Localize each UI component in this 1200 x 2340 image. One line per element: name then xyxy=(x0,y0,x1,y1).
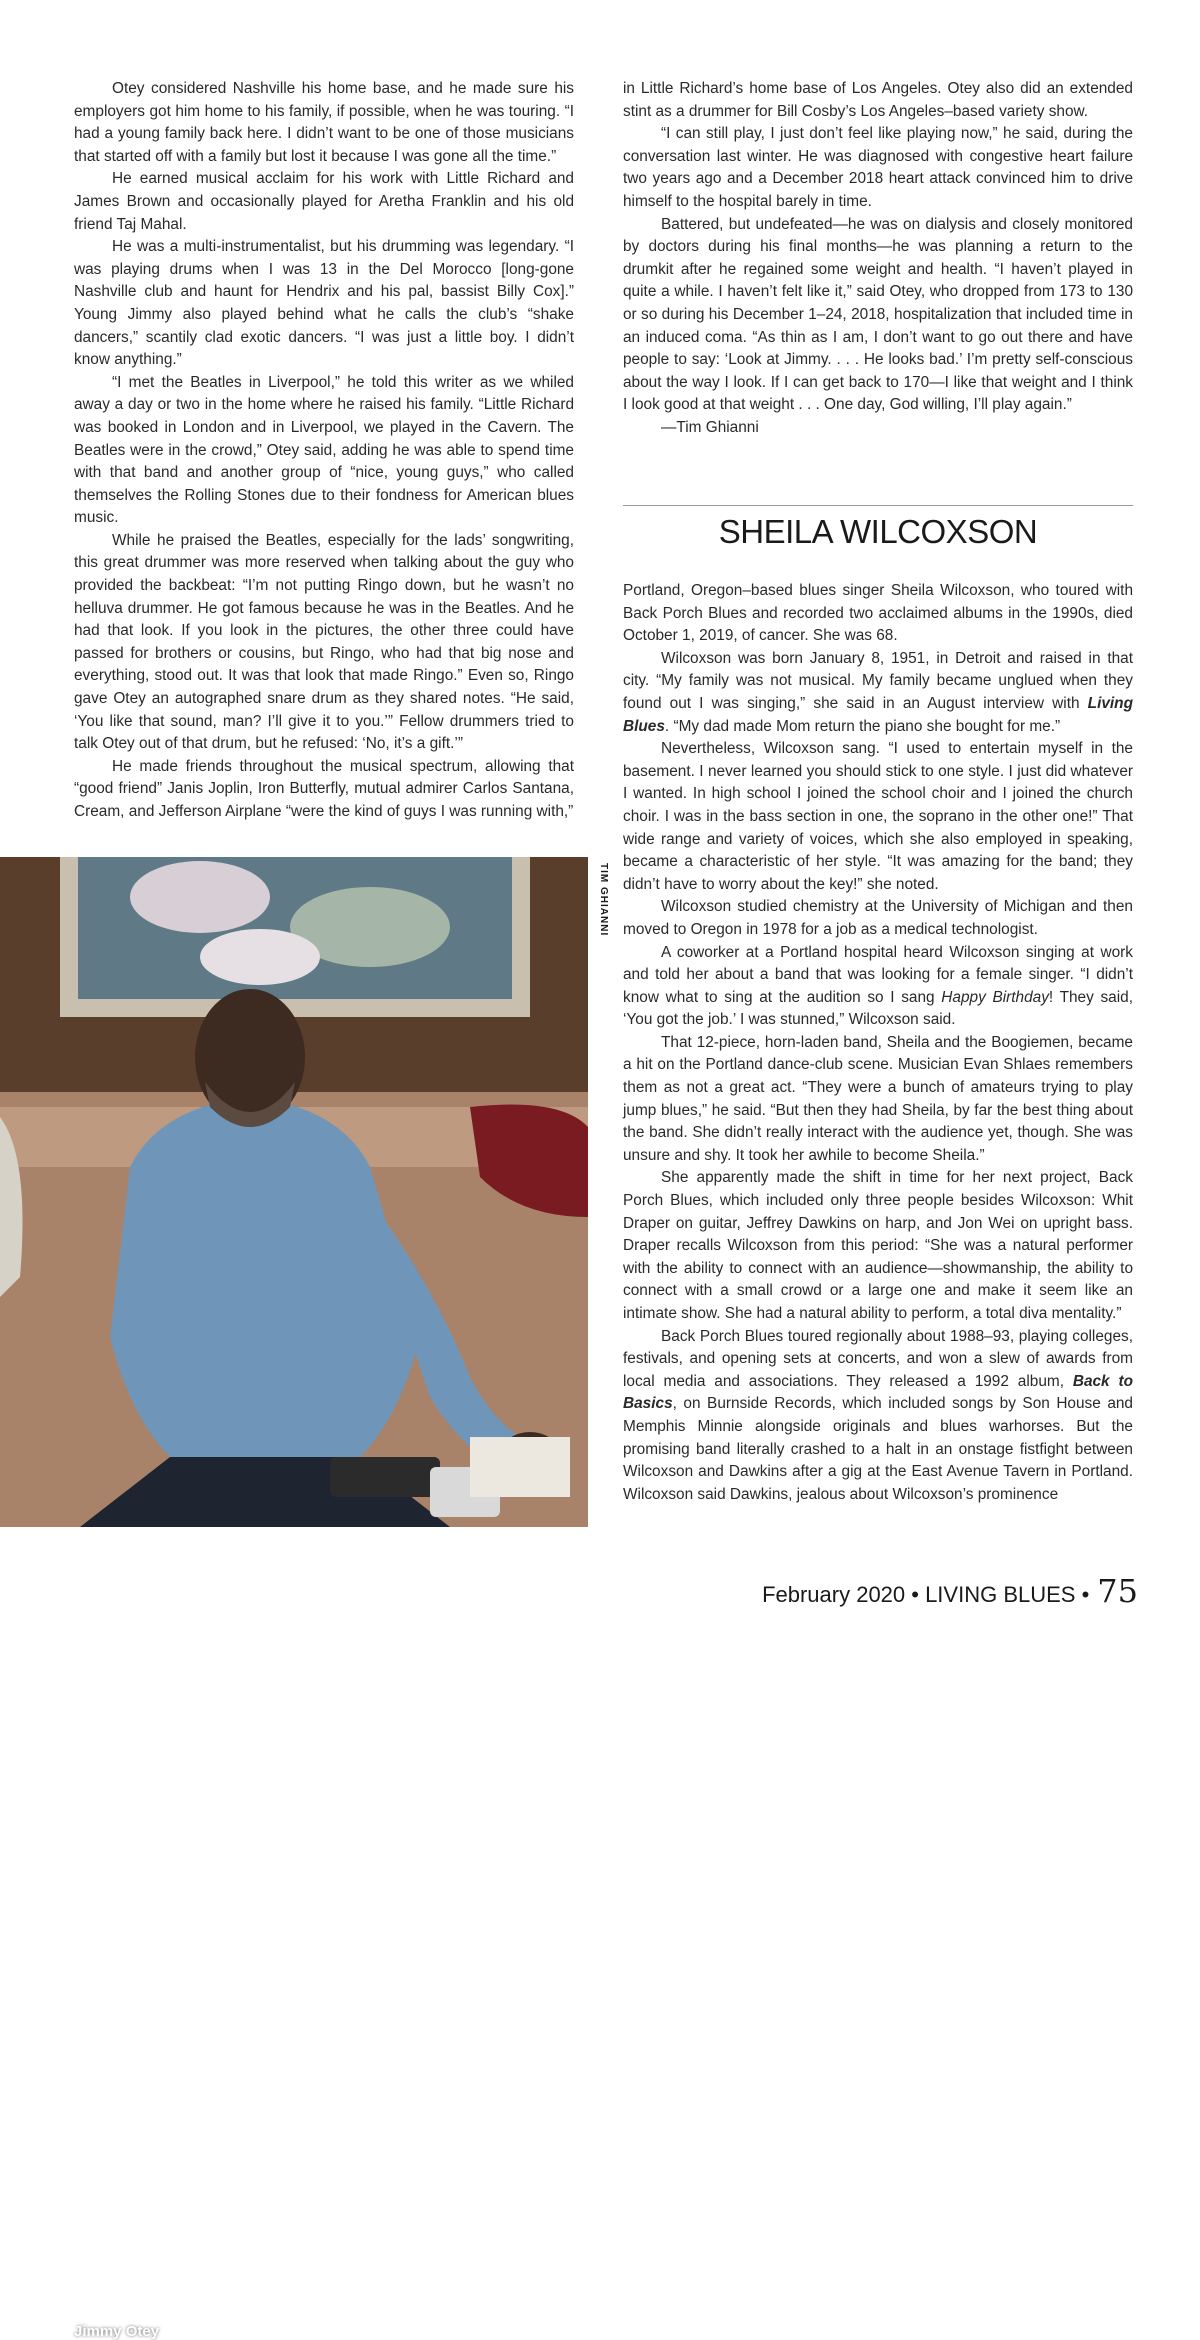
obituary-headline: SHEILA WILCOXSON xyxy=(718,513,1038,550)
paragraph: He earned musical acclaim for his work with Little Richard and James Brown and occasionally played for Aretha Franklin and his old friend Taj Mahal. xyxy=(74,170,574,233)
paragraph: Back Porch Blues toured regionally about 1988–93, playing colleges, festivals, and opening sets at concerts, and won a slew of awards from local media and associations. They released a 1992 album, Back to Basics, on Burnside Records, which included songs by Son House and Memphis Minnie alongside originals and blues warhorses. But the promising band literally crashed to a halt in an onstage fistfight between Wilcoxson and Dawkins after a gig at the East Avenue Tavern in Portland. Wilcoxson said Dawkins, jealous about Wilcoxson’s prominence xyxy=(623,1327,1133,1503)
article-left-column xyxy=(74,78,574,824)
page-footer xyxy=(762,1572,1138,1610)
paragraph: She apparently made the shift in time for her next project, Back Porch Blues, which included only three people besides Wilcoxson: Whit Draper on guitar, Jeffrey Dawkins on harp, and Jon Wei on upright bass. Draper recalls Wilcoxson from this period: “She was a natural performer with the ability to connect with an audience—showmanship, the ability to connect with a small crowd or a large one and make it seem like an intimate show. She had a natural ability to perform, a total diva mentality.” xyxy=(623,1169,1133,1322)
photo-caption: Jimmy Otey xyxy=(74,2323,160,2340)
paragraph: Battered, but undefeated—he was on dialysis and closely monitored by doctors during his final months—he was planning a return to the drumkit after he regained some weight and health. “I haven’t played in quite a while. I haven’t felt like it,” said Otey, who dropped from 173 to 130 or so during his December 1–24, 2018, hospitalization that included time in an induced coma. “As thin as I am, I don’t want to go out there and have people to say: ‘Look at Jimmy. . . . He looks bad.’ I’m pretty self-conscious about the way I look. If I can get back to 170—I like that weight and I think I look good at that weight . . . One day, God willing, I’ll play again.” xyxy=(623,215,1133,414)
paragraph: Wilcoxson studied chemistry at the University of Michigan and then moved to Oregon in 1978 for a job as a medical technologist. xyxy=(623,898,1133,938)
paragraph: That 12-piece, horn-laden band, Sheila and the Boogiemen, became a hit on the Portland dance-club scene. Musician Evan Shlaes remembers them as not a great act. “They were a bunch of amateurs trying to play jump blues,” he said. “But then they had Sheila, by far the best thing about the band. She didn’t really interact with the audience yet, though. She was unsure and shy. It took her awhile to become Sheila.” xyxy=(623,1033,1133,1164)
magazine-title: Living Blues xyxy=(623,694,1133,735)
song-title: Happy Birthday xyxy=(941,988,1049,1006)
paragraph: A coworker at a Portland hospital heard Wilcoxson singing at work and told her about a band that was looking for a female singer. “I didn’t know what to sing at the audition so I sang Happy Birthday! They said, ‘You got the job.’ I was stunned,” Wilcoxson said. xyxy=(623,943,1133,1029)
paragraph: Otey considered Nashville his home base, and he made sure his employers got him home to his family, if possible, when he was touring. “I had a young family back here. I didn’t want to be one of those musicians that started off with a family but lost it because I was gone all the time.” xyxy=(74,80,574,165)
paragraph: While he praised the Beatles, especially for the lads’ songwriting, this great drummer was more reserved when talking about the guy who provided the backbeat: “I’m not putting Ringo down, but he wasn’t no helluva drummer. He got famous because he was in the Beatles. And he had that look. If you look in the pictures, the other three could have passed for brothers or cousins, but Ringo, who had that big nose and everything, stood out. It was that look that made Ringo.” Even so, Ringo gave Otey an autographed snare drum as they shared notes. “He said, ‘You like that sound, man? I’ll give it to you.’” Fellow drummers tried to talk Otey out of that drum, but he refused: ‘No, it’s a gift.’” xyxy=(74,531,574,753)
paragraph: “I met the Beatles in Liverpool,” he told this writer as we whiled away a day or two in the home where he raised his family. “Little Richard was booked in London and in Liverpool, we played in the Cavern. The Beatles were in the crowd,” Otey said, adding he was able to spend time with that band and another group of “nice, young guys,” who called themselves the Rolling Stones due to their fondness for American blues music. xyxy=(74,373,574,527)
paragraph: “I can still play, I just don’t feel like playing now,” he said, during the conversation last winter. He was diagnosed with congestive heart failure two years ago and a December 2018 heart attack convinced him to drive himself to the hospital barely in time. xyxy=(623,125,1133,210)
author-signature: —Tim Ghianni xyxy=(661,418,759,436)
page-number: 75 xyxy=(1097,1572,1138,1610)
paragraph: He made friends throughout the musical spectrum, allowing that “good friend” Janis Joplin, Iron Butterfly, mutual admirer Carlos Santana, Cream, and Jefferson Airplane “were the kind of guys I was running with,” xyxy=(74,757,574,820)
paragraph: Nevertheless, Wilcoxson sang. “I used to entertain myself in the basement. I never learned you should stick to one style. I just did whatever I wanted. In high school I joined the school choir and I joined the church choir. I was in the bass section in one, the soprano in the other one!” That wide range and variety of voices, which she also employed in speaking, became a characteristic of her style. “It was amazing for the band; they didn’t have to worry about the key!” she noted. xyxy=(623,740,1133,893)
jimmy-otey-photo xyxy=(0,857,588,2340)
paragraph: Wilcoxson was born January 8, 1951, in Detroit and raised in that city. “My family was not musical. My family became unglued when they found out I was singing,” she said in an August interview with Living Blues. “My dad made Mom return the piano she bought for me.” xyxy=(623,649,1133,735)
paragraph: Portland, Oregon–based blues singer Sheila Wilcoxson, who toured with Back Porch Blues and recorded two acclaimed albums in the 1990s, died October 1, 2019, of cancer. She was 68. xyxy=(623,582,1133,645)
photo-illustration xyxy=(0,857,588,1527)
paragraph: He was a multi-instrumentalist, but his drumming was legendary. “I was playing drums when I was 13 in the Del Morocco [long-gone Nashville club and haunt for Hendrix and his pal, bassist Billy Cox].” Young Jimmy also played behind what he calls the club’s “shake dancers,” scantily clad exotic dancers. “I was just a little boy. I didn’t know anything.” xyxy=(74,238,574,369)
album-title: Back to Basics xyxy=(623,1372,1133,1413)
section-divider xyxy=(623,505,1133,506)
paragraph: in Little Richard’s home base of Los Angeles. Otey also did an extended stint as a drummer for Bill Cosby’s Los Angeles–based variety show. xyxy=(623,80,1133,120)
issue-label: February 2020 • LIVING BLUES • xyxy=(762,1582,1090,1607)
photo-credit: TIM GHIANNI xyxy=(598,863,609,937)
article-right-column xyxy=(623,78,1133,440)
sheila-article-column xyxy=(623,580,1133,1506)
